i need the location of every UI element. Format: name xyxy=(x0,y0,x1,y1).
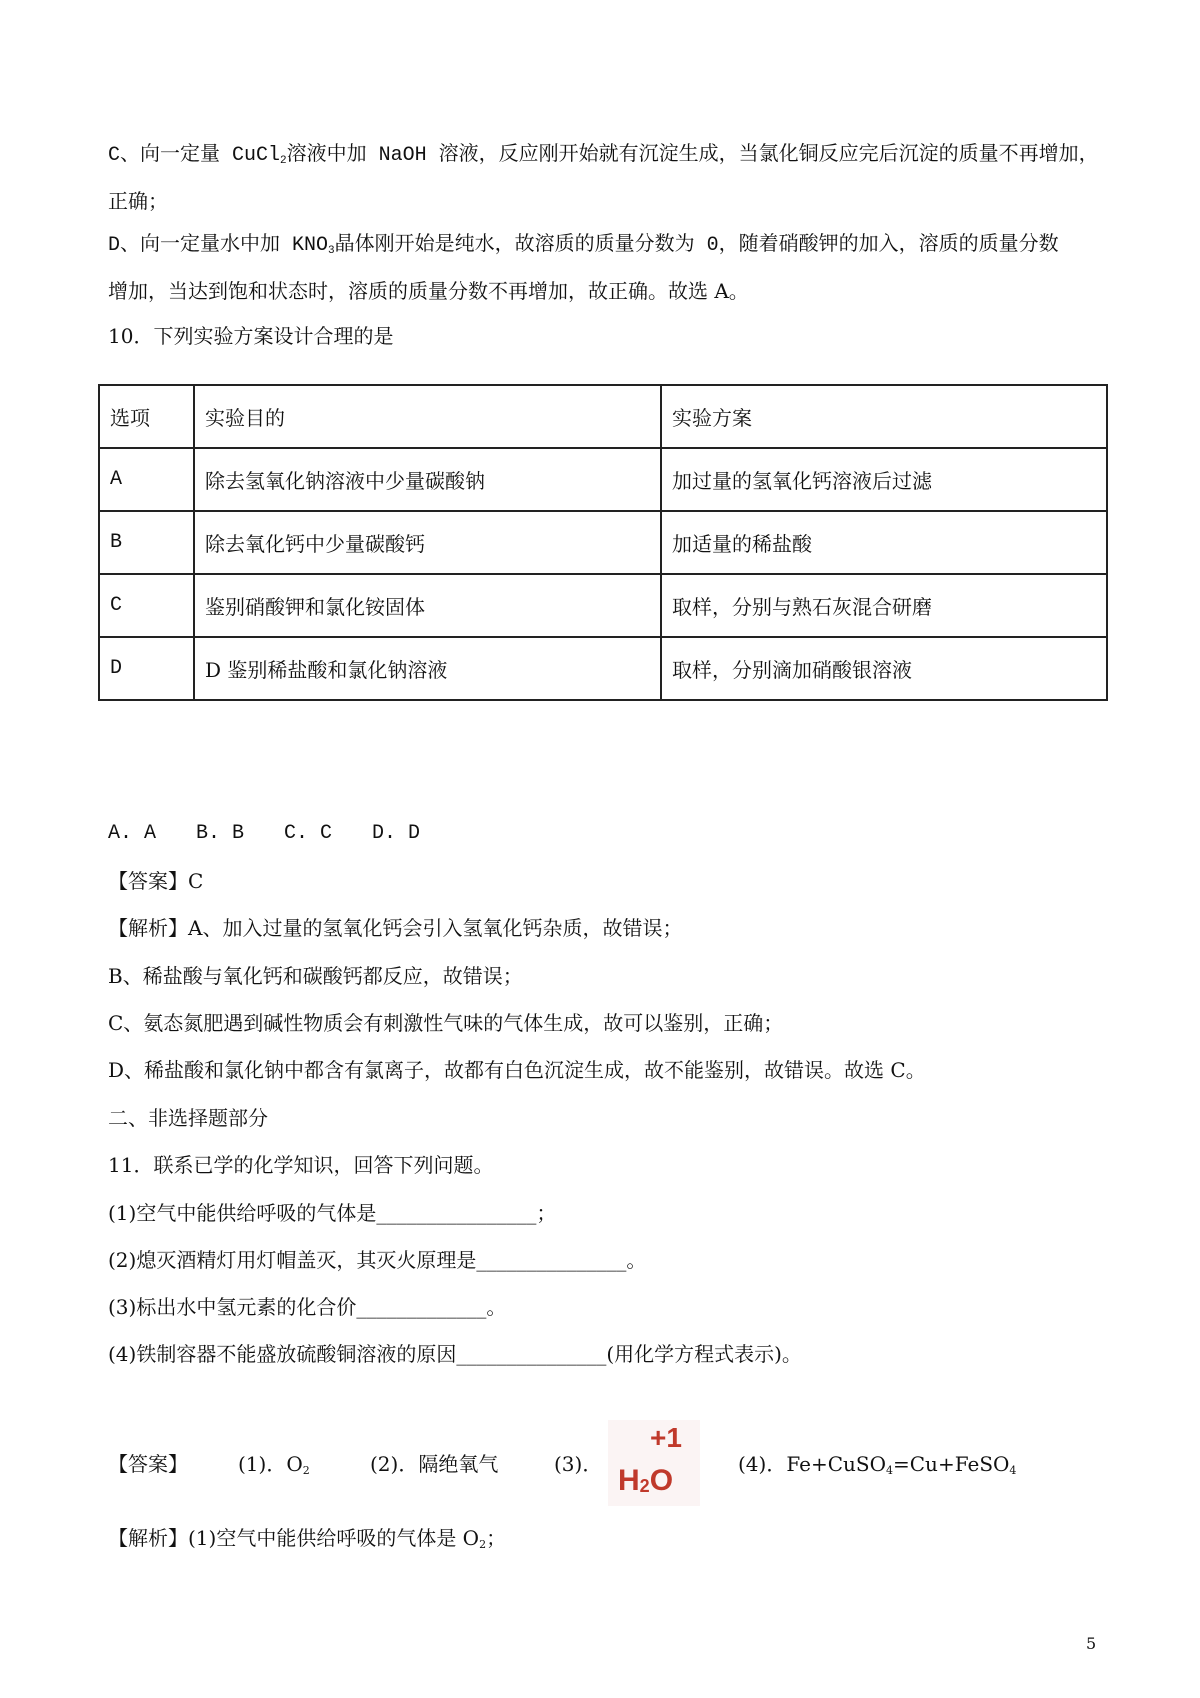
question-11-title: 11．联系已学的化学知识，回答下列问题。 xyxy=(108,1153,494,1177)
text: ； xyxy=(486,1526,507,1550)
analysis-line: 【解析】A、加入过量的氢氧化钙会引入氢氧化钙杂质，故错误； xyxy=(108,916,683,940)
table-row xyxy=(99,574,1107,637)
text: D、向一定量水中加 KNO xyxy=(108,234,329,257)
question-10-answer: 【答案】C xyxy=(108,869,204,893)
question-11-part: (4)铁制容器不能盛放硫酸铜溶液的原因_______________(用化学方程式表示)。 xyxy=(108,1342,802,1366)
purpose-cell: D 鉴别稀盐酸和氯化钠溶液 xyxy=(194,637,661,700)
text: H xyxy=(618,1464,640,1497)
option-cell: D xyxy=(99,637,194,700)
answer-4 xyxy=(738,1448,1016,1477)
purpose-cell: 鉴别硝酸钾和氯化铵固体 xyxy=(194,574,661,637)
water-valence-image xyxy=(608,1420,700,1506)
subscript: 3 xyxy=(328,245,335,257)
table-header-row xyxy=(99,385,1107,448)
paragraph-c-cont: 正确； xyxy=(108,189,168,213)
header-purpose: 实验目的 xyxy=(194,385,661,448)
question-10-title: 10．下列实验方案设计合理的是 xyxy=(108,324,394,348)
question-11-part: (1)空气中能供给呼吸的气体是________________； xyxy=(108,1201,557,1225)
subscript: 2 xyxy=(479,1538,487,1551)
plan-cell: 取样，分别与熟石灰混合研磨 xyxy=(661,574,1107,637)
answer-label: 【答案】 xyxy=(108,1452,188,1476)
text: (1)．O xyxy=(238,1452,303,1476)
table-row xyxy=(99,637,1107,700)
subscript: 4 xyxy=(886,1464,893,1477)
analysis-line: D、稀盐酸和氯化钠中都含有氯离子，故都有白色沉淀生成，故不能鉴别，故错误。故选 C。 xyxy=(108,1058,926,1082)
question-10-table xyxy=(98,384,1108,701)
subscript: 2 xyxy=(302,1464,310,1477)
answer-1 xyxy=(238,1448,310,1477)
question-11-analysis xyxy=(108,1524,506,1559)
text: (4)．Fe+CuSO xyxy=(738,1452,886,1476)
water-formula xyxy=(618,1464,673,1498)
text: 晶体刚开始是纯水，故溶质的质量分数为 0，随着硝酸钾的加入，溶质的质量分数 xyxy=(334,234,1059,257)
purpose-cell: 除去氧化钙中少量碳酸钙 xyxy=(194,511,661,574)
paragraph-c xyxy=(108,142,1099,175)
option-cell: C xyxy=(99,574,194,637)
text: O xyxy=(649,1464,674,1497)
table-row xyxy=(99,448,1107,511)
subscript: 2 xyxy=(280,155,287,167)
answer-3: (3)． xyxy=(554,1452,603,1476)
text: =Cu+FeSO xyxy=(893,1452,1010,1476)
answer-2: (2)．隔绝氧气 xyxy=(370,1452,499,1476)
question-11-part: (3)标出水中氢元素的化合价_____________。 xyxy=(108,1295,507,1319)
option-cell: B xyxy=(99,511,194,574)
paragraph-d xyxy=(108,232,1059,265)
section-title: 二、非选择题部分 xyxy=(108,1106,268,1130)
analysis-line: C、氨态氮肥遇到碱性物质会有刺激性气味的气体生成，故可以鉴别，正确； xyxy=(108,1011,784,1035)
text: 【解析】(1)空气中能供给呼吸的气体是 O xyxy=(108,1526,480,1550)
subscript: 2 xyxy=(639,1476,650,1496)
page-number: 5 xyxy=(1086,1634,1097,1653)
plan-cell: 加过量的氢氧化钙溶液后过滤 xyxy=(661,448,1107,511)
purpose-cell: 除去氢氧化钠溶液中少量碳酸钠 xyxy=(194,448,661,511)
plan-cell: 加适量的稀盐酸 xyxy=(661,511,1107,574)
paragraph-d-cont: 增加，当达到饱和状态时，溶质的质量分数不再增加，故正确。故选 A。 xyxy=(108,279,749,303)
analysis-line: B、稀盐酸与氧化钙和碳酸钙都反应，故错误； xyxy=(108,964,523,988)
text: C、向一定量 CuCl xyxy=(108,144,281,167)
text: 溶液中加 NaOH 溶液，反应刚开始就有沉淀生成，当氯化铜反应完后沉淀的质量不再增加， xyxy=(286,144,1099,167)
question-10-options: A. A B. B C. C D. D xyxy=(108,822,421,845)
option-cell: A xyxy=(99,448,194,511)
table-row xyxy=(99,511,1107,574)
plan-cell: 取样，分别滴加硝酸银溶液 xyxy=(661,637,1107,700)
question-11-part: (2)熄灭酒精灯用灯帽盖灭，其灭火原理是_______________。 xyxy=(108,1248,647,1272)
valence-label: +1 xyxy=(650,1422,682,1453)
header-option: 选项 xyxy=(99,385,194,448)
header-plan: 实验方案 xyxy=(661,385,1107,448)
subscript: 4 xyxy=(1009,1464,1017,1477)
question-11-answers xyxy=(108,1420,1108,1506)
